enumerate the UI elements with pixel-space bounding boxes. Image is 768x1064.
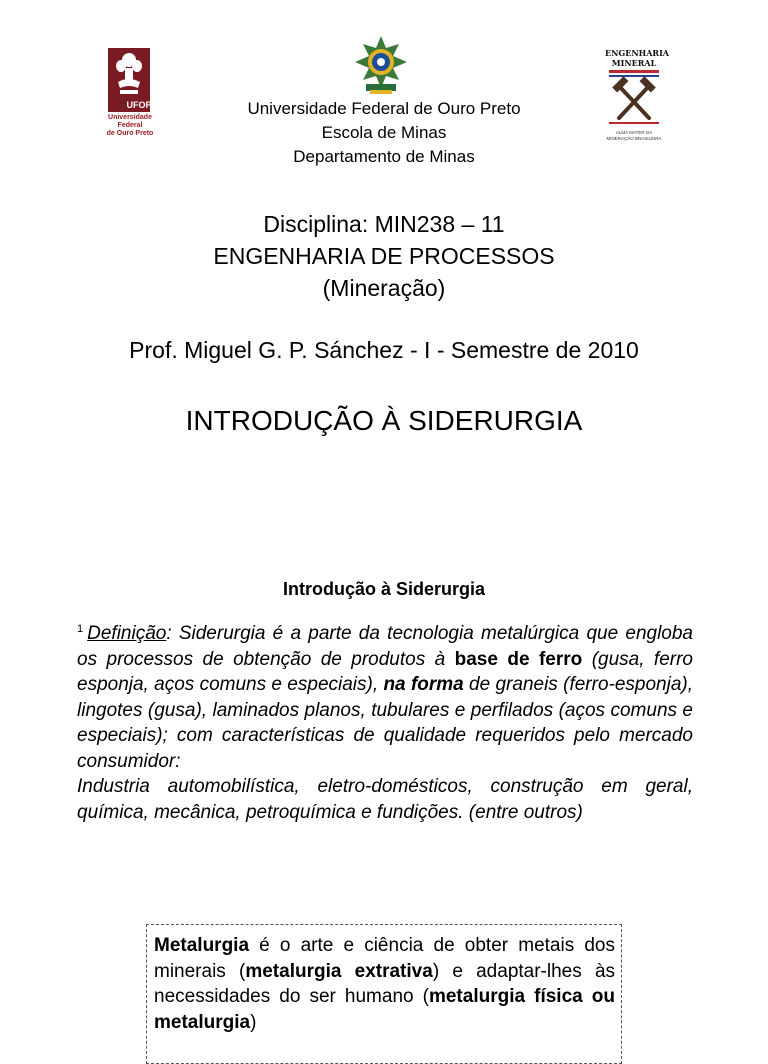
professor-line: Prof. Miguel G. P. Sánchez - I - Semestre de 2010: [129, 337, 639, 363]
bold-na-forma: na forma: [383, 674, 464, 695]
footnote-mark: 1: [77, 622, 84, 635]
definition-label: Definição: [87, 623, 167, 644]
definition-paragraph: $^1$ Definição: Siderurgia é a parte da tecnologia metalúrgica que engloba os processos de obtenção de produtos à base de ferro (gusa, ferro esponja, aços comuns e especiais), na forma de graneis (ferro-esponja), lingotes (gusa), laminados planos, tubulares e perfilados (aços comuns e especiais); com características de qualidade requeridos pelo mercado consumidor: Industria automobilística, eletro-domésticos, construção em geral, química, mecânica, petroquímica e fundições. (entre outros): [77, 622, 694, 823]
department-name: Departamento de Minas: [293, 147, 475, 166]
section-heading: Introdução à Siderurgia: [282, 579, 486, 599]
engenharia-mineral-logo: ENGENHARIA MINERAL ALMA MATER DA MINERAÇÃO BRASILEIRA: [605, 48, 670, 141]
main-title: INTRODUÇÃO À SIDERURGIA: [185, 405, 583, 436]
discipline-code: Disciplina: MIN238 – 11: [263, 211, 505, 237]
bold-base-de-ferro: base de ferro: [454, 648, 583, 670]
metalurgia-callout-box: Metalurgia é o arte e ciência de obter metais dos minerais (metalurgia extrativa) e adaptar-lhes às necessidades do ser humano (metalurgia física ou metalurgia): [146, 924, 622, 1064]
university-name: Universidade Federal de Ouro Preto: [247, 99, 521, 118]
ufop-abbr: UFOP: [126, 100, 152, 110]
coat-of-arms-icon: [352, 34, 410, 96]
course-area: (Mineração): [322, 275, 446, 301]
industries-text: Industria automobilística, eletro-domésticos, construção em geral, química, mecânica, petroquímica e fundições. (entre outros): [77, 776, 693, 823]
school-name: Escola de Minas: [321, 123, 447, 142]
ufop-name: Universidade Federal de Ouro Preto: [106, 114, 154, 137]
course-name: ENGENHARIA DE PROCESSOS: [213, 243, 555, 269]
